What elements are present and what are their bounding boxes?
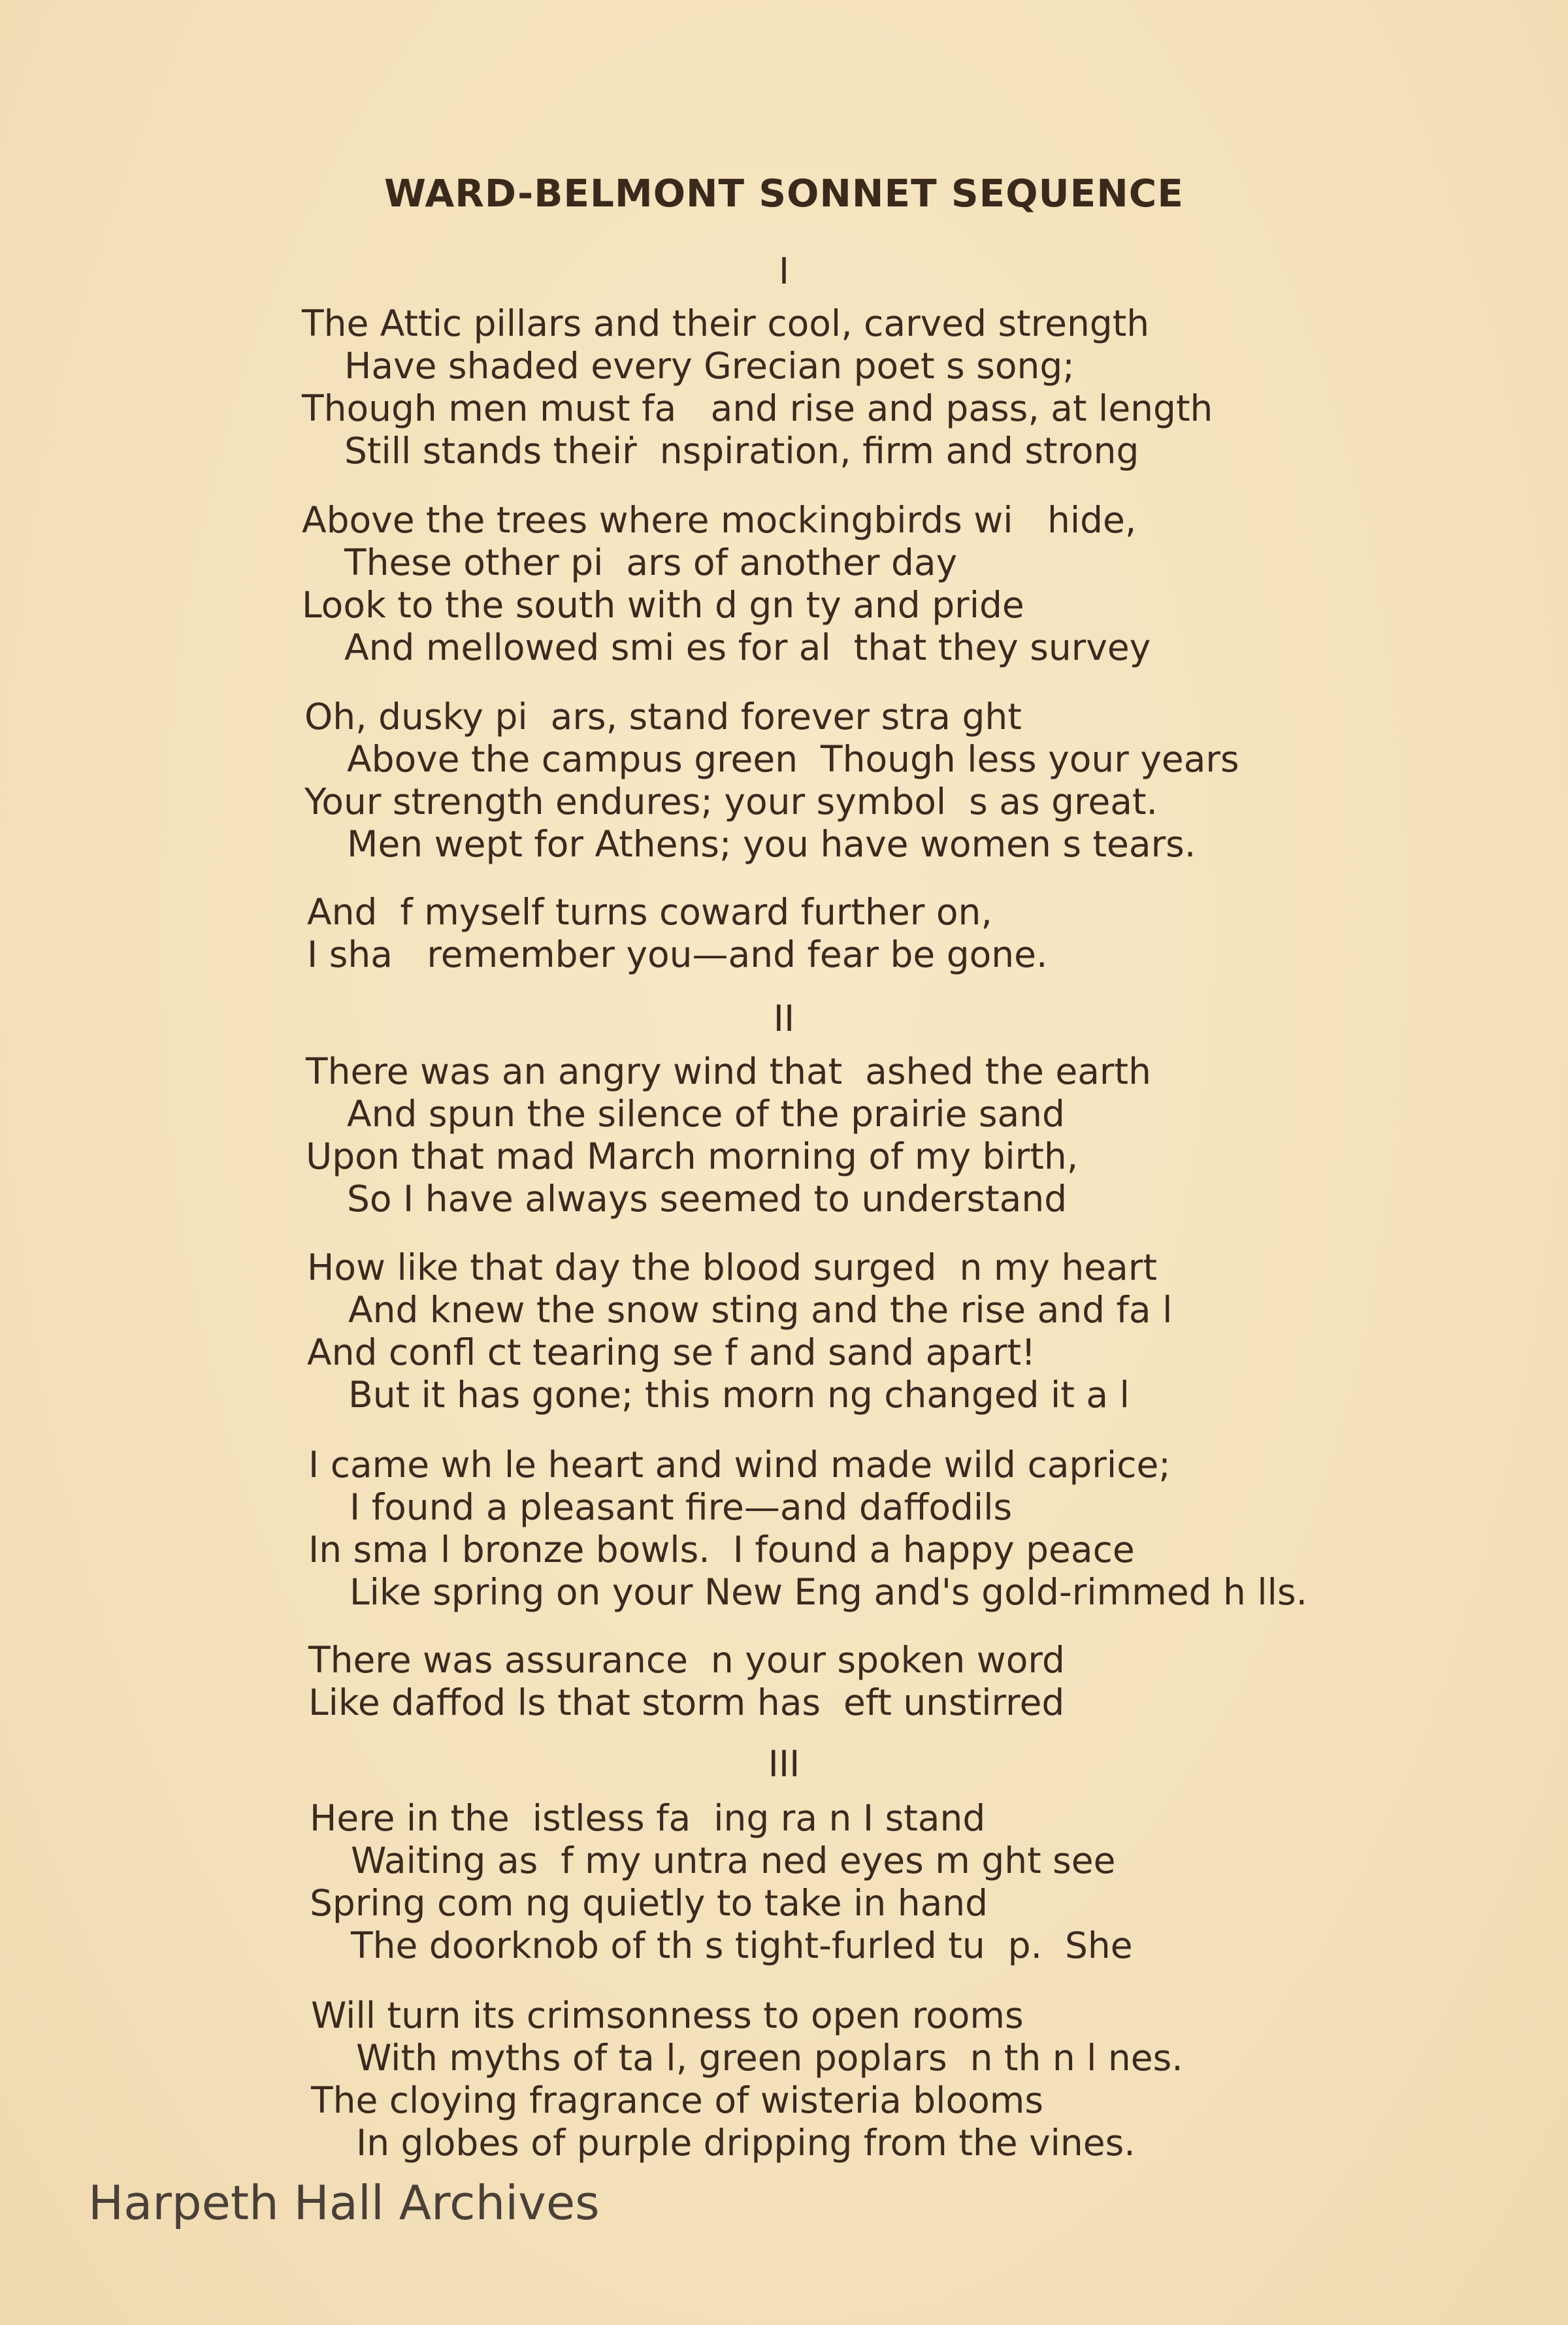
poem-line: Men wept for Athens; you have women s tears. <box>347 823 1196 865</box>
poem-line: Here in the istless fa ing ra n I stand <box>310 1797 986 1839</box>
poem-line: And confl ct tearing se f and sand apart! <box>307 1331 1036 1373</box>
poem-line: There was an angry wind that ashed the earth <box>306 1050 1151 1092</box>
poem-line: Upon that mad March morning of my birth, <box>306 1135 1079 1177</box>
poem-line: Waiting as f my untra ned eyes m ght see <box>351 1840 1116 1881</box>
poem-line: Spring com ng quietly to take in hand <box>310 1882 988 1924</box>
poem-line: The cloying fragrance of wisteria blooms <box>311 2079 1043 2121</box>
poem-line: Above the trees where mockingbirds wi hide, <box>302 499 1137 541</box>
poem-line: And mellowed smi es for al that they survey <box>344 626 1151 668</box>
section-numeral-2: II <box>773 998 795 1039</box>
poem-line: And knew the snow sting and the rise and fa l <box>348 1289 1173 1331</box>
poem-line: These other pi ars of another day <box>344 542 958 583</box>
poem-line: In globes of purple dripping from the vines. <box>356 2122 1135 2164</box>
poem-line: And spun the silence of the prairie sand <box>347 1093 1065 1135</box>
poem-line: Look to the south with d gn ty and pride <box>302 584 1024 626</box>
poem-line: There was assurance n your spoken word <box>308 1639 1065 1681</box>
poem-line: Your strength endures; your symbol s as great. <box>304 781 1158 822</box>
poem-line: Still stands theiṙ nspiration, firm and strong <box>344 430 1139 472</box>
poem-line: I came wh le heart and wind made wild caprice; <box>308 1444 1171 1486</box>
section-numeral-3: III <box>768 1743 800 1785</box>
section-numeral-1: I <box>778 250 790 292</box>
poem-line: But it has gone; this morn ng changed it a l <box>348 1374 1130 1416</box>
poem-line: Oh, dusky pi ars, stand forever stra ght <box>304 696 1022 738</box>
poem-line: The doorknob of th s tight-furled tu p. She <box>351 1925 1133 1966</box>
poem-line: I found a pleasant fire—and daffodils <box>350 1486 1013 1528</box>
poem-line: Though men must fa and rise and pass, at length <box>302 387 1213 429</box>
poem-line: The Attic pillars and their cool, carved strength <box>302 302 1150 344</box>
poem-line: Will turn its crimsonness to open rooms <box>311 1994 1024 2036</box>
poem-line: Have shaded every Grecian poet s song; <box>344 345 1075 387</box>
poem-line: In sma l bronze bowls. I found a happy peace <box>308 1529 1135 1570</box>
poem-line: With myths of ta l, green poplars n th n l nes. <box>356 2037 1183 2079</box>
poem-line: So I have always seemed to understand <box>347 1178 1068 1220</box>
poem-line: Above the campus green Though less your years <box>347 738 1239 780</box>
poem-title: WARD-BELMONT SONNET SEQUENCE <box>384 171 1184 216</box>
archive-watermark: Harpeth Hall Archives <box>88 2175 600 2230</box>
poem-line: And f myself turns coward further on, <box>307 891 992 933</box>
poem-line: Like spring on your New Eng and's gold-rimmed h lls. <box>350 1571 1308 1613</box>
poem-line: How like that day the blood surged n my heart <box>307 1246 1158 1288</box>
poem-line: Like daffod ls that storm has eft unstirred <box>308 1682 1065 1723</box>
poem-line: I sha remember you—and fear be gone. <box>307 934 1048 975</box>
